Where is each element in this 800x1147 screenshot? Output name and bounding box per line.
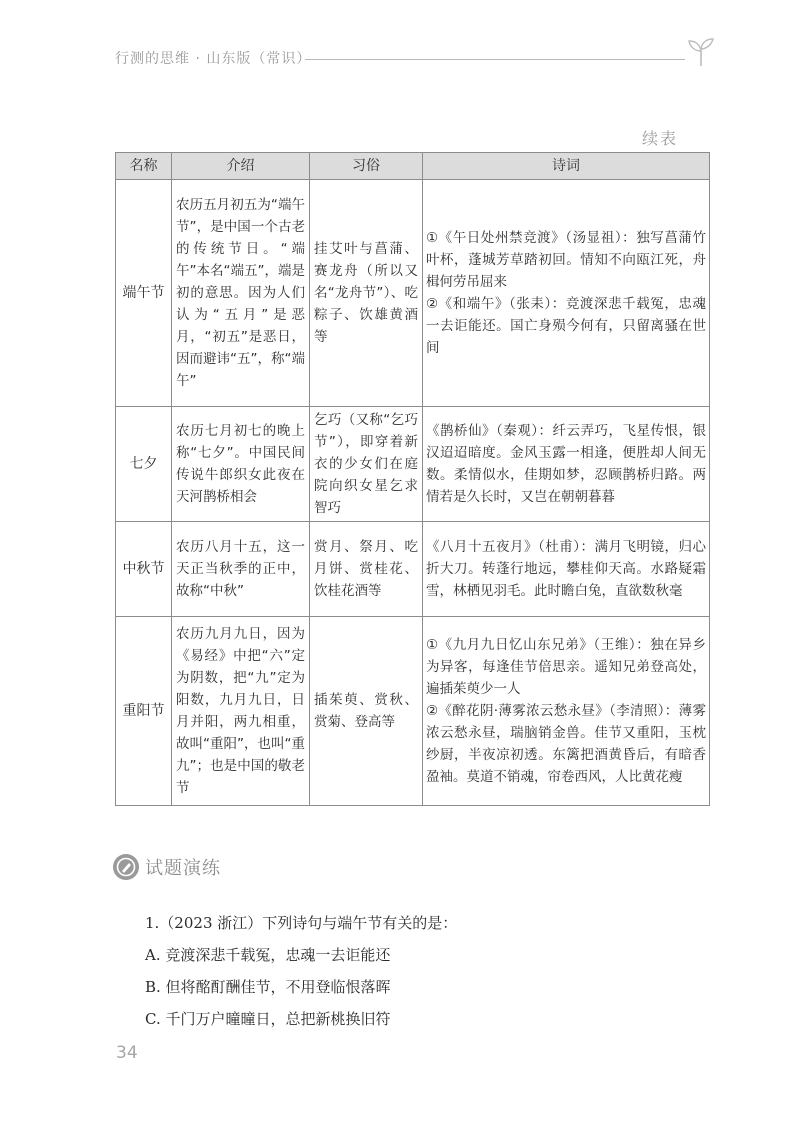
poem-entry: ①《九月九日忆山东兄弟》（王维）：独在异乡为异客，每逢佳节倍思亲。遥知兄弟登高处，遍插茱萸少一人 — [426, 637, 706, 697]
poem-entry: ①《午日处州禁竞渡》（汤显祖）：独写菖蒲竹叶杯，蓬城芳草踏初回。情知不向瓯江死，舟楫何劳吊屈来 — [426, 230, 706, 290]
question-stem: 1.（2023 浙江）下列诗句与端午节有关的是： — [145, 914, 458, 932]
festival-name: 中秋节 — [116, 522, 172, 617]
pen-circle-icon — [113, 854, 139, 880]
table-row-qixi — [116, 407, 710, 522]
festival-customs: 乞巧（又称“乞巧节”），即穿着新衣的少女们在庭院向织女星乞求智巧 — [310, 407, 423, 522]
column-header-intro: 介绍 — [172, 153, 310, 180]
option-b: B. 但将酩酊酬佳节，不用登临恨落晖 — [145, 978, 391, 996]
table-row-zhongqiu — [116, 522, 710, 617]
festival-customs: 赏月、祭月、吃月饼、赏桂花、饮桂花酒等 — [310, 522, 423, 617]
poem-entry: 《鹊桥仙》（秦观）：纤云弄巧，飞星传恨，银汉迢迢暗度。金风玉露一相逢，便胜却人间无数。柔情似水，佳期如梦，忍顾鹊桥归路。两情若是久长时，又岂在朝朝暮暮 — [426, 423, 706, 505]
festival-intro: 农历七月初七的晚上称“七夕”。中国民间传说牛郎织女此夜在天河鹊桥相会 — [172, 407, 310, 522]
festival-intro: 农历五月初五为“端午节”，是中国一个古老的传统节日。“端午”本名“端五”，端是初的意思。因为人们认为“五月”是恶月，“初五”是恶日，因而避讳“五”，称“端午” — [172, 180, 310, 407]
column-header-poems: 诗词 — [423, 153, 710, 180]
question-block — [145, 912, 457, 1040]
festival-poems — [423, 617, 710, 806]
festival-intro: 农历八月十五，这一天正当秋季的正中，故称“中秋” — [172, 522, 310, 617]
festival-poems — [423, 180, 710, 407]
poem-entry: ②《和端午》（张耒）：竞渡深悲千载冤，忠魂一去讵能还。国亡身殒今何有，只留离骚在世间 — [426, 296, 706, 356]
running-title: 行测的思维 · 山东版（常识） — [115, 51, 312, 67]
continued-label: 续表 — [642, 129, 679, 148]
festival-poems — [423, 407, 710, 522]
festival-intro: 农历九月九日，因为《易经》中把“六”定为阴数，把“九”定为阳数，九月九日，日月并阳，两九相重，故叫“重阳”，也叫“重九”；也是中国的敬老节 — [172, 617, 310, 806]
column-header-customs: 习俗 — [310, 153, 423, 180]
festival-poems — [423, 522, 710, 617]
header-rule — [305, 59, 685, 60]
festival-table — [115, 152, 710, 806]
sprout-icon — [685, 36, 717, 68]
poem-entry: 《八月十五夜月》（杜甫）：满月飞明镜，归心折大刀。转蓬行地远，攀桂仰天高。水路疑霜雪，林栖见羽毛。此时瞻白兔，直欲数秋毫 — [426, 539, 706, 599]
column-header-name: 名称 — [116, 153, 172, 180]
table-row-chongyang — [116, 617, 710, 806]
festival-name: 端午节 — [116, 180, 172, 407]
option-a: A. 竞渡深悲千载冤，忠魂一去讵能还 — [145, 946, 391, 964]
table-row-duanwu — [116, 180, 710, 407]
page-number: 34 — [116, 1043, 138, 1063]
festival-name: 七夕 — [116, 407, 172, 522]
festival-customs: 挂艾叶与菖蒲、赛龙舟（所以又名“龙舟节”）、吃粽子、饮雄黄酒等 — [310, 180, 423, 407]
festival-name: 重阳节 — [116, 617, 172, 806]
poem-entry: ②《醉花阴·薄雾浓云愁永昼》（李清照）：薄雾浓云愁永昼，瑞脑销金兽。佳节又重阳，玉枕纱厨，半夜凉初透。东篱把酒黄昏后，有暗香盈袖。莫道不销魂，帘卷西风，人比黄花瘦 — [426, 703, 706, 785]
festival-customs: 插茱萸、赏秋、赏菊、登高等 — [310, 617, 423, 806]
section-heading — [113, 852, 221, 882]
option-c: C. 千门万户曈曈日，总把新桃换旧符 — [145, 1010, 391, 1028]
running-header — [115, 48, 715, 70]
table-header-row — [116, 153, 710, 180]
section-title: 试题演练 — [145, 858, 221, 879]
